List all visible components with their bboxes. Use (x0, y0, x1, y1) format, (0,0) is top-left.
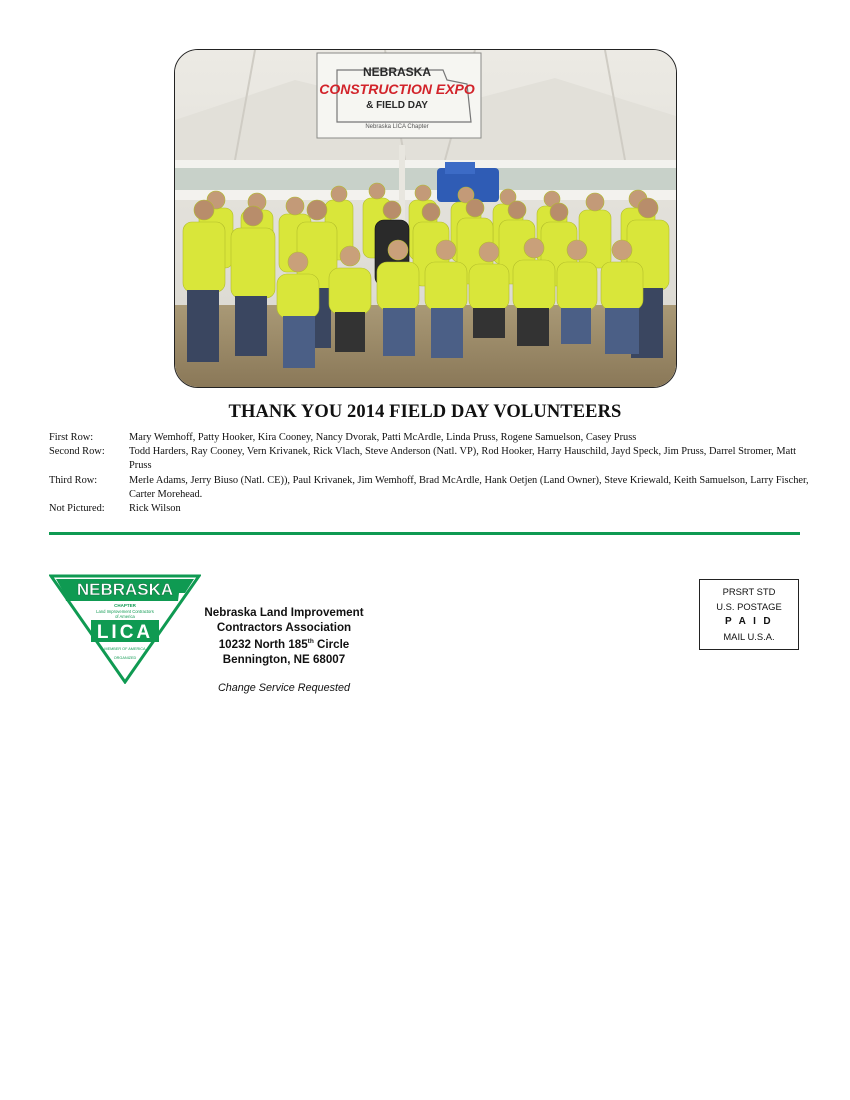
logo-acronym: LICA (96, 622, 154, 643)
logo-org-line2: of America (115, 614, 135, 619)
volunteers-photo (174, 49, 677, 388)
banner-line4: Nebraska LICA Chapter (365, 124, 429, 130)
expo-banner (317, 53, 481, 138)
logo-bottom2: ORGANIZED (113, 656, 137, 660)
page-heading: THANK YOU 2014 FIELD DAY VOLUNTEERS (228, 402, 622, 422)
credit-row-first (49, 431, 809, 445)
credit-label: Not Pictured: (49, 503, 105, 515)
credit-row-second (49, 445, 809, 473)
credit-label: Second Row: (49, 446, 105, 458)
green-divider (49, 532, 800, 535)
postage-line4: MAIL U.S.A. (723, 631, 775, 642)
credit-names: Merle Adams, Jerry Biuso (Natl. CE)), Paul Krivanek, Jim Wemhoff, Brad McArdle, Hank Oetjen (Land Owner), Steve Kriewald, Keith Samuelson, Larry Fischer, Carter Morehead. (129, 474, 809, 500)
nebraska-lica-logo (49, 574, 201, 684)
banner-line3: & FIELD DAY (366, 100, 428, 111)
postage-line1: PRSRT STD (722, 586, 776, 597)
banner-line1: NEBRASKA (362, 65, 432, 79)
logo-org-line1: Land Improvement Contractors (96, 609, 154, 614)
logo-chapter: CHAPTER (114, 603, 136, 608)
change-service-requested: Change Service Requested (217, 682, 351, 694)
postage-line2: U.S. POSTAGE (716, 601, 782, 612)
address-street-type: Circle (313, 638, 350, 652)
address-line3 (199, 635, 369, 652)
credit-row-not-pictured (49, 502, 809, 516)
volunteer-credits (49, 431, 809, 516)
address-line4: Bennington, NE 68007 (222, 652, 346, 666)
credit-row-third (49, 474, 809, 502)
logo-state: NEBRASKA (76, 580, 174, 599)
postage-paid: P A I D (724, 616, 774, 627)
postage-indicia (699, 579, 799, 650)
banner-line2: CONSTRUCTION EXPO (319, 81, 475, 97)
credit-names: Todd Harders, Ray Cooney, Vern Krivanek, Rick Vlach, Steve Anderson (Natl. VP), Rod Hooker, Harry Hauschild, Jayd Speck, Jim Pruss, Darrel Stromer, Matt Pruss (129, 446, 796, 472)
credit-label: Third Row: (49, 474, 98, 486)
address-line2: Contractors Association (216, 620, 352, 634)
address-street: 10232 North 185 (218, 638, 308, 652)
volunteers-photo-illustration (175, 50, 676, 387)
return-address (199, 606, 369, 667)
credit-names: Rick Wilson (129, 503, 181, 515)
credit-names: Mary Wemhoff, Patty Hooker, Kira Cooney, Nancy Dvorak, Patti McArdle, Linda Pruss, Rogene Samuelson, Casey Pruss (129, 432, 637, 443)
address-ordinal: th (307, 638, 314, 646)
logo-bottom1: MEMBER OF AMERICA (104, 647, 146, 651)
credit-label: First Row: (49, 432, 94, 443)
address-line1: Nebraska Land Improvement (204, 606, 364, 619)
